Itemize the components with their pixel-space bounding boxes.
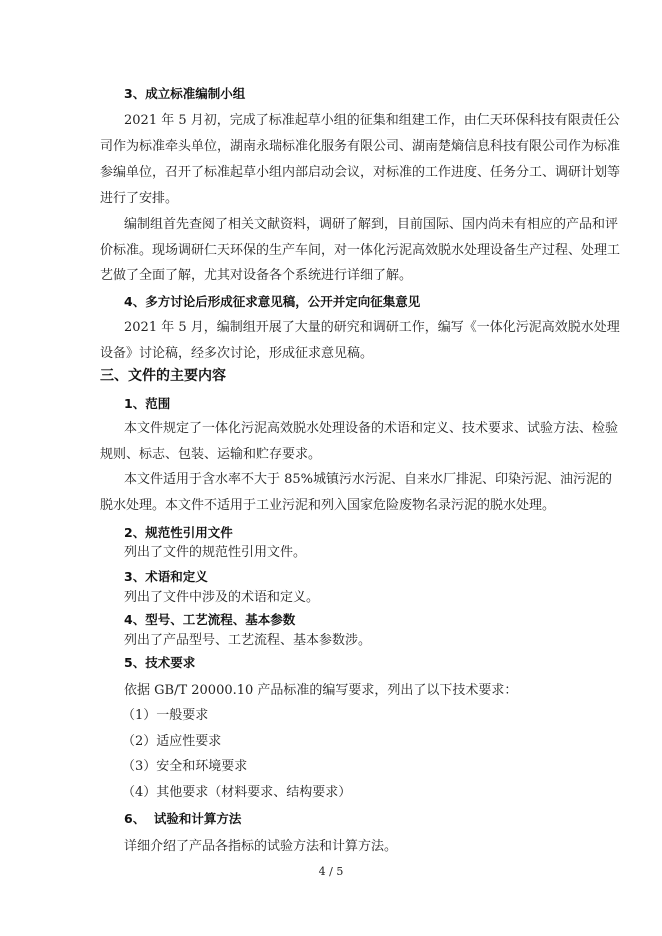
heading-model-process: 4、型号、工艺流程、基本参数 (124, 612, 296, 627)
list-item: （2）适应性要求 (122, 734, 222, 749)
paragraph-line: 列出了产品型号、工艺流程、基本参数涉。 (124, 633, 372, 648)
paragraph-line: 进行了安排。 (100, 191, 179, 206)
paragraph-line: 规则、标志、包装、运输和贮存要求。 (100, 447, 322, 462)
paragraph-line: 详细介绍了产品各指标的试验方法和计算方法。 (124, 839, 398, 854)
paragraph-line: 艺做了全面了解，尤其对设备各个系统进行详细了解。 (100, 268, 413, 283)
main-heading: 三、文件的主要内容 (100, 368, 226, 384)
page-number: 4 / 5 (318, 865, 344, 878)
paragraph-line: 列出了文件的规范性引用文件。 (124, 545, 307, 560)
list-item: （3）安全和环境要求 (122, 759, 248, 774)
paragraph-line: 编制组首先查阅了相关文献资料，调研了解到，目前国际、国内尚未有相应的产品和评 (124, 217, 619, 232)
heading-test-methods: 6、 试验和计算方法 (124, 811, 242, 826)
list-item: （1）一般要求 (122, 708, 209, 723)
heading-scope: 1、范围 (124, 396, 171, 411)
heading-technical-requirements: 5、技术要求 (124, 655, 196, 670)
list-item: （4）其他要求（材料要求、结构要求） (122, 785, 352, 800)
paragraph-line: 设备》讨论稿，经多次讨论，形成征求意见稿。 (100, 346, 374, 361)
paragraph-line: 脱水处理。本文件不适用于工业污泥和列入国家危险废物名录污泥的脱水处理。 (100, 498, 556, 513)
paragraph-line: 本文件适用于含水率不大于 85%城镇污水污泥、自来水厂排泥、印染污泥、油污泥的 (124, 472, 613, 487)
paragraph-line: 依据 GB/T 20000.10 产品标准的编写要求，列出了以下技术要求： (124, 683, 518, 698)
paragraph-line: 司作为标准牵头单位，湖南永瑞标准化服务有限公司、湖南楚熵信息科技有限公司作为标准 (100, 139, 621, 154)
paragraph-line: 2021 年 5 月初，完成了标准起草小组的征集和组建工作，由仁天环保科技有限责任公 (124, 113, 620, 128)
heading-form-group: 3、成立标准编制小组 (124, 86, 246, 101)
paragraph-line: 本文件规定了一体化污泥高效脱水处理设备的术语和定义、技术要求、试验方法、检验 (124, 421, 619, 436)
paragraph-line: 参编单位，召开了标准起草小组内部启动会议，对标准的工作进度、任务分工、调研计划等 (100, 165, 621, 180)
heading-discussion: 4、多方讨论后形成征求意见稿，公开并定向征集意见 (124, 294, 421, 309)
paragraph-line: 列出了文件中涉及的术语和定义。 (124, 590, 320, 605)
paragraph-line: 2021 年 5 月，编制组开展了大量的研究和调研工作，编写《一体化污泥高效脱水处理 (124, 320, 620, 335)
paragraph-line: 价标准。现场调研仁天环保的生产车间，对一体化污泥高效脱水处理设备生产过程、处理工 (100, 243, 621, 258)
heading-terms: 3、术语和定义 (124, 569, 208, 584)
heading-normative-references: 2、规范性引用文件 (124, 525, 233, 540)
